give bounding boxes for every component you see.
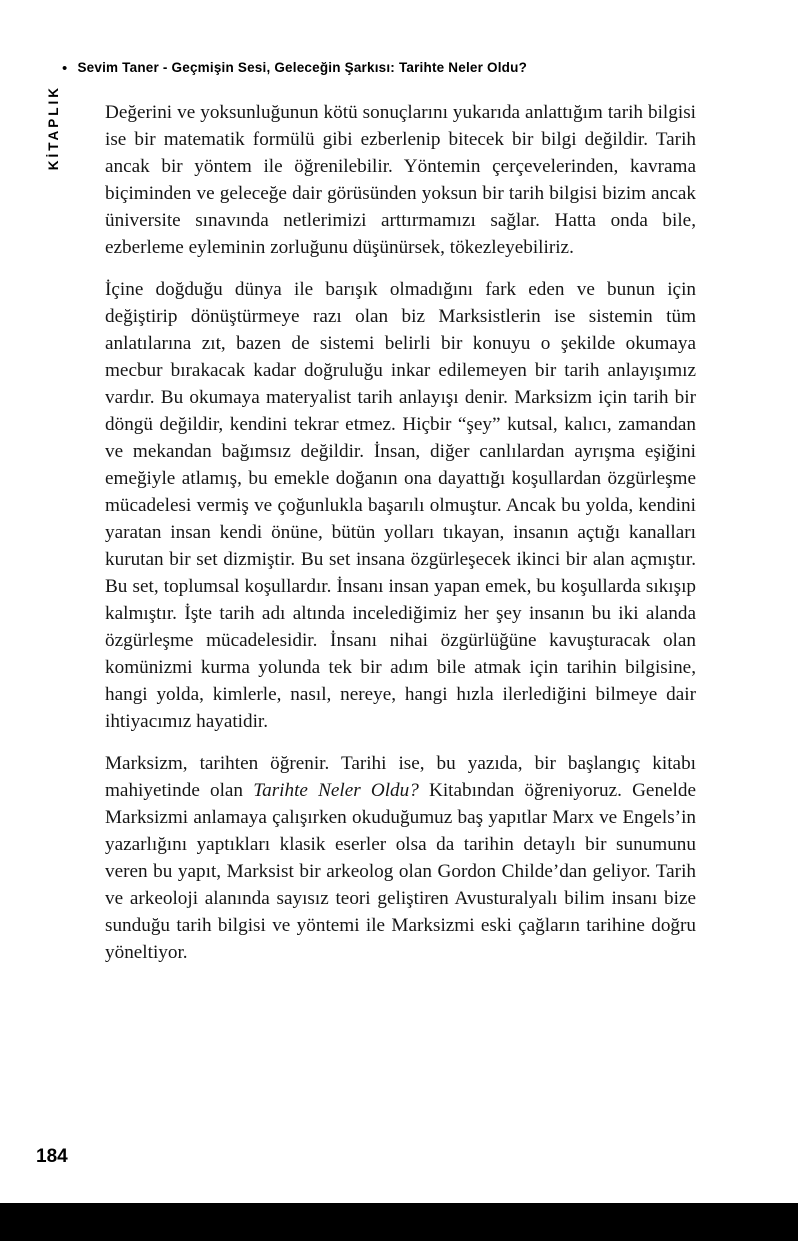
- body-text: [105, 99, 696, 981]
- book-title-italic: Tarihte Neler Oldu?: [253, 780, 419, 801]
- page-number: 184: [36, 1146, 68, 1167]
- header-author: Sevim Taner -: [77, 60, 172, 75]
- header-bullet-icon: •: [62, 60, 68, 77]
- page-header: [62, 60, 762, 77]
- paragraph-3-text-cont: Kitabından öğreniyoruz. Genelde Marksizmi anlamaya çalışırken okuduğumuz baş yapıtlar Marx ve Engels’in yazarlığını yaptıkları klasik eserler olsa da tarihin detaylı bir sunumunu veren bu yapıt, Marksist bir arkeolog olan Gordon Childe’dan geliyor. Tarih ve arkeoloji alanında sayısız teori geliştiren Avusturalyalı bilim insanı bize sunduğu tarih bilgisi ve yöntemi ile Marksizmi eski çağların tarihine doğru yöneltiyor.: [105, 780, 696, 963]
- section-label-kitaplik: KİTAPLIK: [46, 85, 61, 171]
- bottom-black-bar: [0, 1203, 798, 1241]
- paragraph-3-text: Marksizm, tarihten öğrenir. Tarihi ise, bu yazıda, bir başlangıç kitabı mahiyetinde olan: [105, 753, 696, 801]
- header-title: Geçmişin Sesi, Geleceğin Şarkısı: Tarihte Neler Oldu?: [171, 60, 528, 75]
- paragraph-1: Değerini ve yoksunluğunun kötü sonuçlarını yukarıda anlattığım tarih bilgisi ise bir matematik formülü gibi ezberlenip bitecek bir bilgi değildir. Tarih ancak bir yöntem ile öğrenilebilir. Yöntemin çerçevelerinden, kavrama biçiminden ve geleceğe dair görüsünden yoksun bir tarih bilgisi bizim ancak üniversite sınavında netlerimizi arttırmamızı sağlar. Hatta onda bile, ezberleme eyleminin zorluğunu düşünürsek, tökezleyebiliriz.: [105, 102, 696, 258]
- paragraph-2: İçine doğduğu dünya ile barışık olmadığını fark eden ve bunun için değiştirip dönüştürmeye razı olan biz Marksistlerin ise sistemin tüm anlatılarına zıt, bazen de sistemi belirli bir konuyu o şekilde okumaya mecbur bırakacak kadar doğruluğu inkar edilemeyen bir tarih anlayışımız vardır. Bu okumaya materyalist tarih anlayışı denir. Marksizm için tarih bir döngü değildir, kendini tekrar etmez. Hiçbir “şey” kutsal, kalıcı, zamandan ve mekandan bağımsız değildir. İnsan, diğer canlılardan ayrışma eşiğini emeğiyle atlamış, bu emekle doğanın ona dayattığı koşullardan özgürleşme mücadelesi vermiş ve çoğunlukla başarılı olmuştur. Ancak bu yolda, kendini yaratan insan kendi önüne, bütün yolları tıkayan, insanın açtığı kanalları kurutan bir set dizmiştir. Bu set insana özgürleşecek ikinci bir alan açmıştır. Bu set, toplumsal koşullardır. İnsanı insan yapan emek, bu koşullarda sıkışıp kalmıştır. İşte tarih adı altında incelediğimiz her şey insanın bu iki alanda özgürleşme mücadelesidir. İnsanı nihai özgürlüğüne kavuşturacak olan komünizmi kurma yolunda tek bir adım bile atmak için tarihin bilgisine, hangi yolda, kimlerle, nasıl, nereye, hangi hızla ilerlediğini bilmeye dair ihtiyacımız hayatidir.: [105, 279, 696, 732]
- paragraph-3: [105, 750, 696, 966]
